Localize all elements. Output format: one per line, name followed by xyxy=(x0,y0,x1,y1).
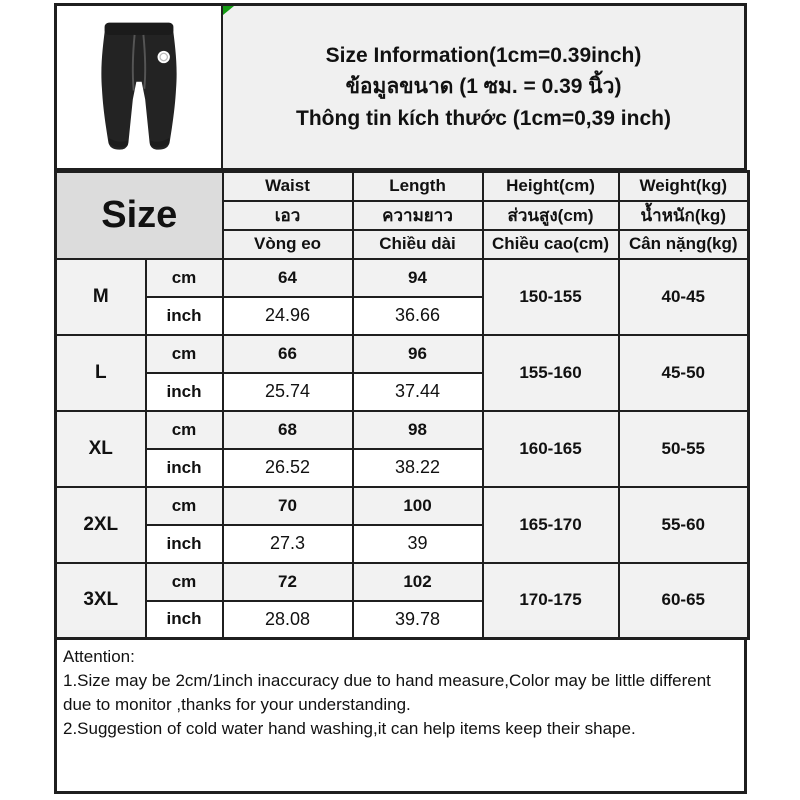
weight-range: 55-60 xyxy=(619,487,749,563)
title-vietnamese: Thông tin kích thước (1cm=0,39 inch) xyxy=(296,106,671,130)
table-row xyxy=(56,335,749,373)
height-range: 170-175 xyxy=(483,563,619,639)
col-height-en: Height(cm) xyxy=(483,172,619,201)
table-row xyxy=(56,563,749,601)
length-inch-value: 37.44 xyxy=(353,373,483,411)
weight-range: 40-45 xyxy=(619,259,749,335)
length-inch-value: 36.66 xyxy=(353,297,483,335)
col-height-th: ส่วนสูง(cm) xyxy=(483,201,619,230)
green-corner-icon xyxy=(223,6,234,15)
height-range: 165-170 xyxy=(483,487,619,563)
col-waist-vi: Vòng eo xyxy=(223,230,353,259)
waist-inch-value: 27.3 xyxy=(223,525,353,563)
col-weight-en: Weight(kg) xyxy=(619,172,749,201)
unit-cm: cm xyxy=(146,335,223,373)
col-waist-en: Waist xyxy=(223,172,353,201)
col-waist-th: เอว xyxy=(223,201,353,230)
size-label-m: M xyxy=(56,259,146,335)
col-length-en: Length xyxy=(353,172,483,201)
waist-inch-value: 28.08 xyxy=(223,601,353,639)
length-inch-value: 39.78 xyxy=(353,601,483,639)
jogger-pants-image xyxy=(59,7,219,167)
size-header: Size xyxy=(56,172,223,259)
height-range: 160-165 xyxy=(483,411,619,487)
unit-cm: cm xyxy=(146,563,223,601)
unit-cm: cm xyxy=(146,487,223,525)
title-english: Size Information(1cm=0.39inch) xyxy=(325,43,642,67)
waist-cm-value: 64 xyxy=(223,259,353,297)
waist-cm-value: 70 xyxy=(223,487,353,525)
table-row xyxy=(56,259,749,297)
unit-inch: inch xyxy=(146,297,223,335)
waist-cm-value: 68 xyxy=(223,411,353,449)
title-cell xyxy=(223,6,744,168)
length-cm-value: 102 xyxy=(353,563,483,601)
col-weight-vi: Cân nặng(kg) xyxy=(619,230,749,259)
length-cm-value: 94 xyxy=(353,259,483,297)
length-inch-value: 39 xyxy=(353,525,483,563)
length-cm-value: 96 xyxy=(353,335,483,373)
waist-inch-value: 26.52 xyxy=(223,449,353,487)
unit-cm: cm xyxy=(146,259,223,297)
col-height-vi: Chiều cao(cm) xyxy=(483,230,619,259)
size-label-xl: XL xyxy=(56,411,146,487)
height-range: 155-160 xyxy=(483,335,619,411)
header-banner xyxy=(54,3,747,170)
length-cm-value: 98 xyxy=(353,411,483,449)
table-row xyxy=(56,487,749,525)
col-length-th: ความยาว xyxy=(353,201,483,230)
length-cm-value: 100 xyxy=(353,487,483,525)
size-label-2xl: 2XL xyxy=(56,487,146,563)
title-thai: ข้อมูลขนาด (1 ซม. = 0.39 นิ้ว) xyxy=(345,75,622,99)
unit-inch: inch xyxy=(146,525,223,563)
product-image-cell xyxy=(57,6,223,168)
attention-line-2: 2.Suggestion of cold water hand washing,it can help items keep their shape. xyxy=(63,719,636,739)
weight-range: 60-65 xyxy=(619,563,749,639)
waist-cm-value: 72 xyxy=(223,563,353,601)
size-label-l: L xyxy=(56,335,146,411)
attention-line-1: 1.Size may be 2cm/1inch inaccuracy due to hand measure,Color may be little different due to monitor ,thanks for your understanding. xyxy=(63,671,711,715)
waist-cm-value: 66 xyxy=(223,335,353,373)
attention-note xyxy=(54,640,747,794)
size-label-3xl: 3XL xyxy=(56,563,146,639)
jogger-pants-icon xyxy=(64,11,214,163)
attention-title: Attention: xyxy=(63,647,135,666)
length-inch-value: 38.22 xyxy=(353,449,483,487)
header-row-en xyxy=(56,172,749,201)
table-row xyxy=(56,411,749,449)
unit-inch: inch xyxy=(146,601,223,639)
unit-inch: inch xyxy=(146,449,223,487)
weight-range: 50-55 xyxy=(619,411,749,487)
waist-inch-value: 24.96 xyxy=(223,297,353,335)
size-chart-sheet xyxy=(54,3,747,794)
unit-cm: cm xyxy=(146,411,223,449)
height-range: 150-155 xyxy=(483,259,619,335)
unit-inch: inch xyxy=(146,373,223,411)
col-length-vi: Chiều dài xyxy=(353,230,483,259)
size-table xyxy=(54,170,750,640)
weight-range: 45-50 xyxy=(619,335,749,411)
col-weight-th: น้ำหนัก(kg) xyxy=(619,201,749,230)
waist-inch-value: 25.74 xyxy=(223,373,353,411)
